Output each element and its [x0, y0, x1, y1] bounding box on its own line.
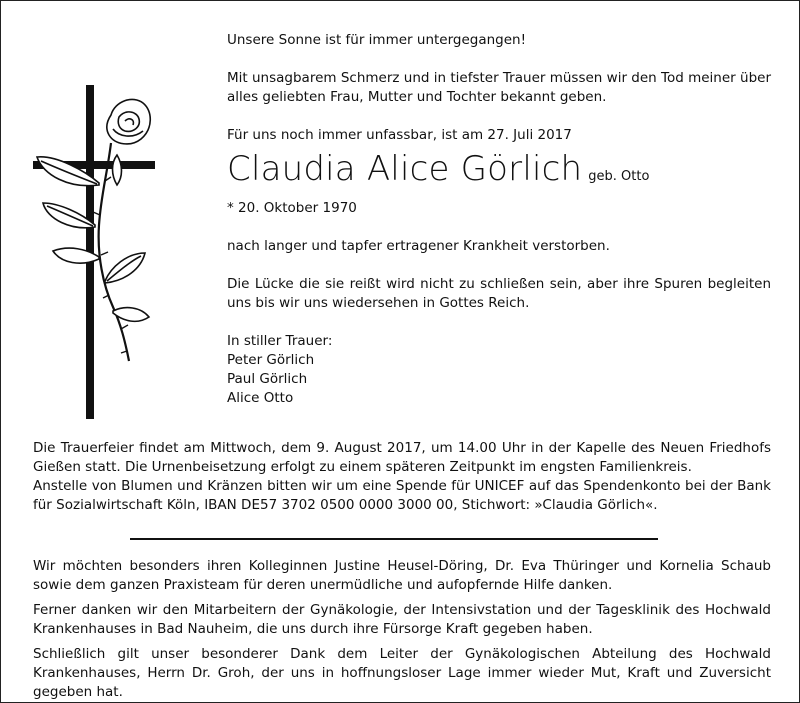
deceased-name: Claudia Alice Görlich — [227, 149, 583, 189]
acknowledgement-paragraph: Schließlich gilt unser besonderer Dank dem Leiter der Gynäkologischen Abteilung des Hochwald Krankenhauses, Herrn Dr. Groh, der uns in hoffnungsloser Lage immer wieder Mut, Kraft und Zuversicht gegeben hat. — [33, 646, 771, 700]
funeral-details — [33, 439, 771, 515]
mourner-name: Alice Otto — [227, 390, 294, 406]
mourner-name: Peter Görlich — [227, 352, 315, 368]
intro-line: Unsere Sonne ist für immer untergegangen! — [227, 32, 527, 48]
memorial-text: Die Lücke die sie reißt wird nicht zu schließen sein, aber ihre Spuren begleiten uns bis wir uns wiedersehen in Gottes Reich. — [227, 276, 771, 311]
main-announcement — [227, 31, 771, 408]
funeral-info: Die Trauerfeier findet am Mittwoch, dem 9. August 2017, um 14.00 Uhr in der Kapelle des Neuen Friedhofs Gießen statt. Die Urnenbeisetzung erfolgt zu einem späteren Zeitpunkt im engsten Familienkreis. — [33, 440, 771, 475]
birth-date: * 20. Oktober 1970 — [227, 200, 357, 216]
acknowledgements — [33, 557, 771, 702]
announcement-text: Mit unsagbarem Schmerz und in tiefster Trauer müssen wir den Tod meiner über alles geliebten Frau, Mutter und Tochter bekannt geben. — [227, 70, 771, 105]
cross-with-rose-icon — [29, 85, 167, 419]
date-of-death-line: Für uns noch immer unfassbar, ist am 27. Juli 2017 — [227, 127, 572, 143]
acknowledgement-paragraph: Wir möchten besonders ihren Kolleginnen Justine Heusel-Döring, Dr. Eva Thüringer und Kornelia Schaub sowie dem ganzen Praxisteam für deren unermüdliche und aufopfernde Hilfe danken. — [33, 558, 771, 593]
separator-rule — [130, 538, 658, 540]
mourners-heading: In stiller Trauer: — [227, 333, 333, 349]
rose-blossom — [107, 99, 150, 144]
deceased-name-line — [227, 147, 771, 199]
donation-info: Anstelle von Blumen und Kränzen bitten wir um eine Spende für UNICEF auf das Spendenkonto bei der Bank für Sozialwirtschaft Köln, IBAN DE57 3702 0500 0000 3000 00, Stichwort: »Claudia Görlich«. — [33, 478, 771, 513]
maiden-name: geb. Otto — [588, 169, 650, 184]
acknowledgement-paragraph: Ferner danken wir den Mitarbeitern der Gynäkologie, der Intensivstation und der Tagesklinik des Hochwald Krankenhauses in Bad Nauheim, die uns durch ihre Fürsorge Kraft gegeben haben. — [33, 602, 771, 637]
mourner-name: Paul Görlich — [227, 371, 308, 387]
cause-line: nach langer und tapfer ertragener Krankheit verstorben. — [227, 238, 610, 254]
